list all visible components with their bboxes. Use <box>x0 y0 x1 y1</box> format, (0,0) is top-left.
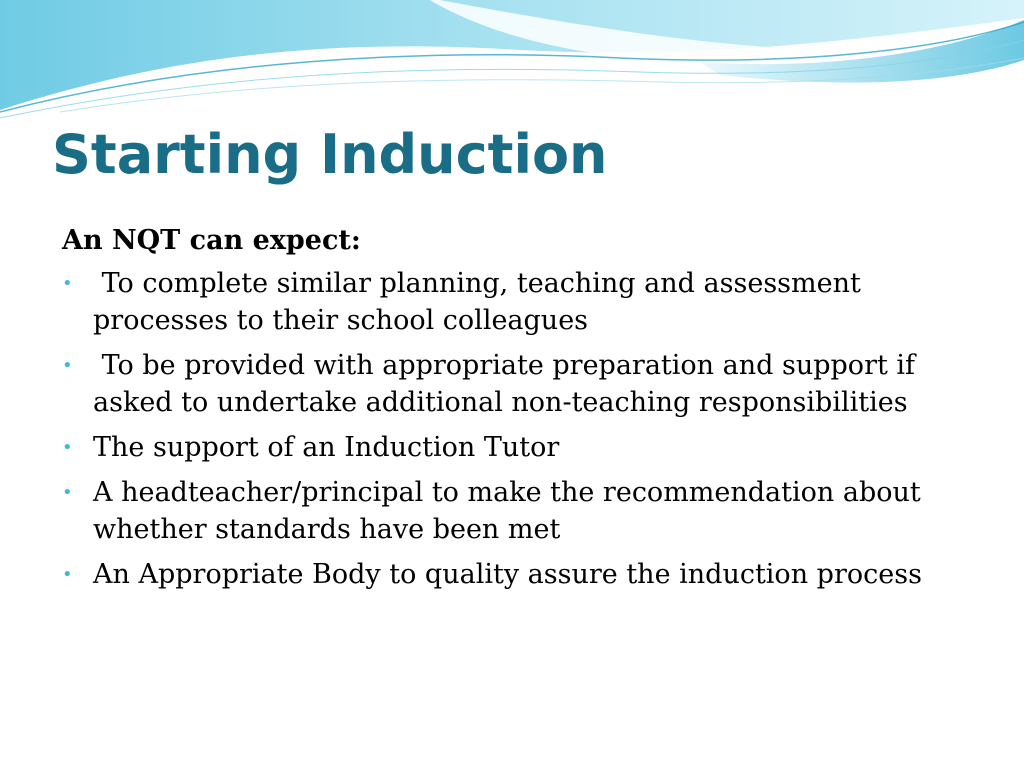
bullet-text: To be provided with appropriate preparation and support if asked to undertake additional non-teaching responsibilities <box>93 350 924 418</box>
bullet-dot-icon: • <box>62 355 73 376</box>
bullet-dot-icon: • <box>62 437 73 458</box>
bullet-dot-icon: • <box>62 482 73 503</box>
intro-text: An NQT can expect: <box>62 225 361 256</box>
bullet-item <box>62 265 962 339</box>
bullet-item <box>62 474 962 548</box>
bullet-item <box>62 347 962 421</box>
bullet-text: A headteacher/principal to make the recommendation about whether standards have been met <box>93 477 921 545</box>
bullet-text: To complete similar planning, teaching and assessment processes to their school colleagues <box>93 268 870 336</box>
bullet-text: An Appropriate Body to quality assure the induction process <box>93 559 922 590</box>
header-wave-decoration <box>0 0 1024 130</box>
slide-title: Starting Induction <box>52 123 608 186</box>
bullet-text: The support of an Induction Tutor <box>93 432 560 463</box>
bullet-dot-icon: • <box>62 564 73 585</box>
bullet-list <box>62 265 962 593</box>
bullet-item <box>62 556 962 593</box>
bullet-item <box>62 429 962 466</box>
slide-body <box>62 222 962 601</box>
bullet-dot-icon: • <box>62 273 73 294</box>
